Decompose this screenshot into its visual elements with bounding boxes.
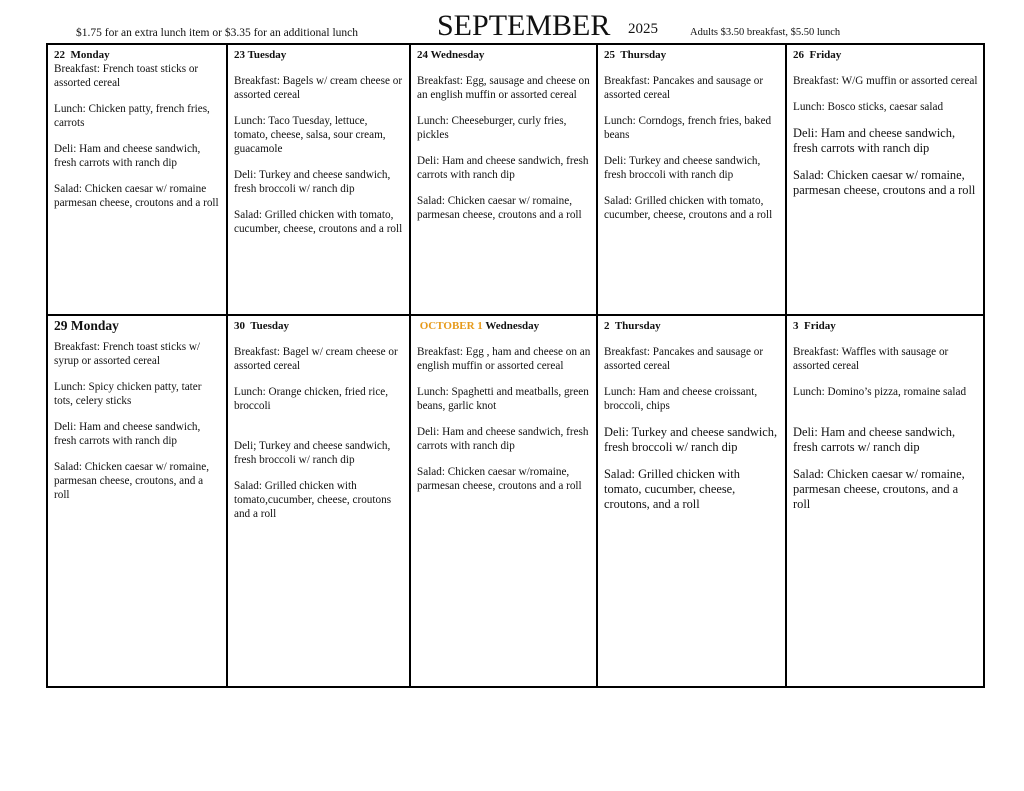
salad-item: Salad: Chicken caesar w/ romaine, parmesan cheese, croutons, and a roll [793, 467, 965, 511]
salad-item: Salad: Grilled chicken with tomato, cucumber, cheese, croutons and a roll [234, 209, 403, 235]
day-name: Monday [70, 49, 110, 61]
breakfast-item: Breakfast: W/G muffin or assorted cereal [793, 75, 978, 87]
lunch-item: Lunch: Taco Tuesday, lettuce, tomato, cheese, salsa, sour cream, guacamole [234, 115, 386, 155]
breakfast-item: Breakfast: Egg, sausage and cheese on an english muffin or assorted cereal [417, 75, 590, 101]
extra-lunch-price-note: $1.75 for an extra lunch item or $3.35 for an additional lunch [76, 27, 358, 39]
day-cell-sep-25 [597, 44, 786, 315]
day-name: Thursday [620, 49, 667, 61]
menu-calendar [46, 43, 985, 688]
deli-item: Deli: Turkey and cheese sandwich, fresh broccoli w/ ranch dip [604, 425, 778, 454]
breakfast-item: Breakfast: Bagels w/ cream cheese or assorted cereal [234, 75, 403, 101]
adult-price-note: Adults $3.50 breakfast, $5.50 lunch [690, 27, 841, 38]
lunch-item: Lunch: Domino’s pizza, romaine salad [793, 386, 967, 398]
salad-item: Salad: Chicken caesar w/ romaine parmesan cheese, croutons and a roll [54, 183, 219, 209]
breakfast-item: Breakfast: French toast sticks w/ syrup or assorted cereal [54, 341, 201, 367]
day-cell-oct-3 [786, 315, 984, 687]
day-heading [54, 319, 221, 333]
salad-item: Salad: Grilled chicken with tomato,cucumber, cheese, croutons and a roll [234, 480, 392, 520]
lunch-item: Lunch: Ham and cheese croissant, broccoli, chips [604, 386, 758, 412]
salad-item: Salad: Chicken caesar w/romaine, parmesan cheese, croutons and a roll [417, 466, 582, 492]
day-name: Wednesday [485, 320, 540, 332]
day-date: 2 [604, 320, 610, 332]
lunch-item: Lunch: Cheeseburger, curly fries, pickles [417, 115, 567, 141]
day-heading [604, 319, 780, 333]
day-heading [417, 48, 591, 62]
week-row-2 [47, 315, 984, 687]
day-cell-oct-2 [597, 315, 786, 687]
day-heading [604, 48, 780, 62]
deli-item: Deli; Turkey and cheese sandwich, fresh broccoli w/ ranch dip [234, 440, 391, 466]
day-cell-sep-23 [227, 44, 410, 315]
day-date: 25 [604, 49, 615, 61]
day-name: Tuesday [250, 320, 290, 332]
day-heading [793, 319, 978, 333]
day-date: 29 [54, 318, 68, 333]
day-cell-sep-22 [47, 44, 227, 315]
day-name: Tuesday [247, 49, 287, 61]
lunch-item: Lunch: Chicken patty, french fries, carrots [54, 103, 210, 129]
lunch-item: Lunch: Bosco sticks, caesar salad [793, 101, 944, 113]
day-cell-sep-24 [410, 44, 597, 315]
day-heading [54, 48, 221, 62]
deli-item: Deli: Ham and cheese sandwich, fresh carrots with ranch dip [793, 126, 956, 155]
deli-item: Deli: Ham and cheese sandwich, fresh carrots with ranch dip [54, 421, 201, 447]
lunch-item: Lunch: Spicy chicken patty, tater tots, celery sticks [54, 381, 202, 407]
salad-item: Salad: Chicken caesar w/ romaine, parmesan cheese, croutons, and a roll [54, 461, 210, 501]
deli-item: Deli: Ham and cheese sandwich, fresh carrots w/ ranch dip [793, 425, 956, 454]
salad-item: Salad: Chicken caesar w/ romaine, parmesan cheese, croutons and a roll [793, 168, 976, 197]
day-name: Friday [809, 49, 842, 61]
day-date: 26 [793, 49, 804, 61]
day-cell-sep-30 [227, 315, 410, 687]
day-heading [793, 48, 978, 62]
breakfast-item: Breakfast: Waffles with sausage or assorted cereal [793, 346, 949, 372]
day-date: 23 [234, 49, 245, 61]
breakfast-item: Breakfast: Bagel w/ cream cheese or assorted cereal [234, 346, 398, 372]
deli-item: Deli: Ham and cheese sandwich, fresh carrots with ranch dip [417, 426, 589, 452]
salad-item: Salad: Grilled chicken with tomato, cucumber, cheese, croutons and a roll [604, 195, 773, 221]
deli-item: Deli: Turkey and cheese sandwich, fresh broccoli w/ ranch dip [234, 169, 391, 195]
day-cell-sep-29 [47, 315, 227, 687]
day-heading [234, 319, 404, 333]
day-cell-sep-26 [786, 44, 984, 315]
lunch-item: Lunch: Corndogs, french fries, baked beans [604, 115, 772, 141]
salad-item: Salad: Grilled chicken with tomato, cucumber, cheese, croutons, and a roll [604, 467, 740, 511]
deli-item: Deli: Ham and cheese sandwich, fresh carrots with ranch dip [54, 143, 201, 169]
day-name: Friday [804, 320, 836, 332]
day-heading [417, 319, 591, 333]
month-title: SEPTEMBER [437, 9, 611, 42]
day-heading [234, 48, 404, 62]
breakfast-item: Breakfast: Egg , ham and cheese on an english muffin or assorted cereal [417, 346, 591, 372]
lunch-item: Lunch: Orange chicken, fried rice, broccoli [234, 386, 389, 412]
day-name: Monday [70, 318, 119, 333]
deli-item: Deli: Ham and cheese sandwich, fresh carrots with ranch dip [417, 155, 589, 181]
lunch-item: Lunch: Spaghetti and meatballs, green beans, garlic knot [417, 386, 589, 412]
day-name: Wednesday [430, 49, 485, 61]
month-change-label: OCTOBER 1 [419, 320, 483, 332]
week-row-1 [47, 44, 984, 315]
deli-item: Deli: Turkey and cheese sandwich, fresh broccoli with ranch dip [604, 155, 761, 181]
salad-item: Salad: Chicken caesar w/ romaine, parmesan cheese, croutons and a roll [417, 195, 582, 221]
day-name: Thursday [614, 320, 661, 332]
year-title: 2025 [628, 21, 658, 37]
day-cell-oct-1 [410, 315, 597, 687]
breakfast-item: Breakfast: French toast sticks or assorted cereal [54, 63, 199, 89]
day-date: 30 [234, 320, 245, 332]
day-date: 22 [54, 49, 65, 61]
breakfast-item: Breakfast: Pancakes and sausage or assorted cereal [604, 75, 764, 101]
breakfast-item: Breakfast: Pancakes and sausage or assorted cereal [604, 346, 764, 372]
day-date: 3 [793, 320, 799, 332]
day-date: 24 [417, 49, 428, 61]
